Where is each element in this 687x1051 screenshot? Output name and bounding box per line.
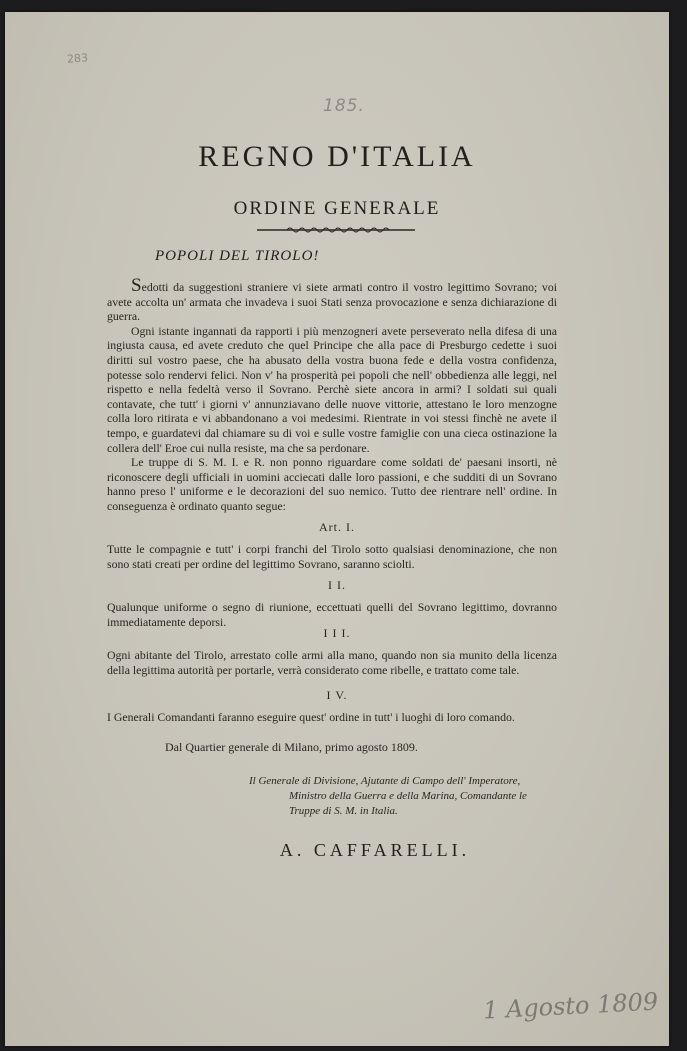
signatory-title-line-1: Il Generale di Divisione, Ajutante di Campo dell' Imperatore, — [249, 775, 521, 787]
article-4-text: I Generali Comandanti faranno eseguire quest' ordine in tutt' i luoghi di loro comando. — [107, 710, 515, 724]
page-subtitle: ORDINE GENERALE — [233, 198, 441, 219]
folio-number-note: 185. — [323, 96, 365, 116]
article-3-text: Ogni abitante del Tirolo, arrestato colle armi alla mano, quando non sia munito della licenza della legittima autorità per portarle, verrà considerato come ribelle, e trattato come tale. — [107, 648, 557, 677]
drop-cap: S — [131, 275, 142, 296]
article-3-label: I I I. — [323, 626, 351, 640]
page-title: REGNO D'ITALIA — [198, 140, 476, 173]
signature: A. CAFFARELLI. — [279, 840, 471, 860]
paragraph-3: Le truppe di S. M. I. e R. non ponno riguardare come soldati de' paesani insorti, nè riconoscere degli ufficiali in uomini acciecati dalle loro passioni, e che sudditi di un Sovrano hanno preso l' uniforme e le decorazioni del suo nemico. Tutto dee rientrare nell' ordine. In conseguenza è ordinato quanto segue: — [107, 455, 557, 513]
signatory-title-line-2: Ministro della Guerra e della Marina, Comandante le — [289, 790, 527, 802]
handwritten-date-note: 1 Agosto 1809 — [482, 987, 659, 1025]
proclamation-address: POPOLI DEL TIROLO! — [155, 248, 320, 264]
place-date-line: Dal Quartier generale di Milano, primo agosto 1809. — [165, 740, 418, 754]
catalog-number-note: 283 — [66, 51, 89, 66]
ornament-divider — [257, 226, 415, 234]
article-1-label: Art. I. — [319, 520, 355, 534]
article-4-label: I V. — [326, 688, 348, 702]
article-1-text: Tutte le compagnie e tutt' i corpi franchi del Tirolo sotto qualsiasi denominazione, che non sono stati creati per ordine del legittimo Sovrano, saranno sciolti. — [107, 542, 557, 571]
signatory-title — [249, 774, 539, 819]
proclamation-body — [107, 275, 557, 514]
paragraph-2: Ogni istante ingannati da rapporti i più menzogneri avete perseverato nella difesa di una ingiusta causa, ed avete creduto che quel Principe che alla pace di Presburgo cedette i suoi diritti sul vostro paese, che ha abusato della vostra buona fede e della vostra confidenza, potesse solo rendervi felici. Non v' ha prosperità pei popoli che nell' obbedienza alle leggi, nel rispetto e nella fedeltà verso il Sovrano. Perchè siete ancora in armi? I soldati sui quali contavate, che tutt' i giorni v' annunziavano delle nuove vittorie, attestano le loro menzogne colla loro ritirata e vi abbandonano a voi medesimi. Rientrate in voi stessi finchè ne avete il tempo, e guardatevi dal chiamare su di voi e sulle vostre famiglie con una cieca ostinazione la collera dell' Eroe cui nulla resiste, ma che sa perdonare. — [107, 323, 557, 455]
paragraph-1 — [107, 275, 557, 324]
signatory-title-line-3: Truppe di S. M. in Italia. — [289, 805, 398, 817]
article-2-text: Qualunque uniforme o segno di riunione, eccettuati quelli del Sovrano legittimo, dovranno immediatamente deporsi. — [107, 600, 557, 629]
paragraph-1-text: edotti da suggestioni straniere vi siete armati contro il vostro legittimo Sovrano; voi avete accolta un' armata che invadeva i suoi Stati senza provocazione e senza dichiarazione di guerra. — [107, 280, 557, 324]
document-sheet — [5, 12, 669, 1046]
article-2-label: I I. — [328, 578, 346, 592]
